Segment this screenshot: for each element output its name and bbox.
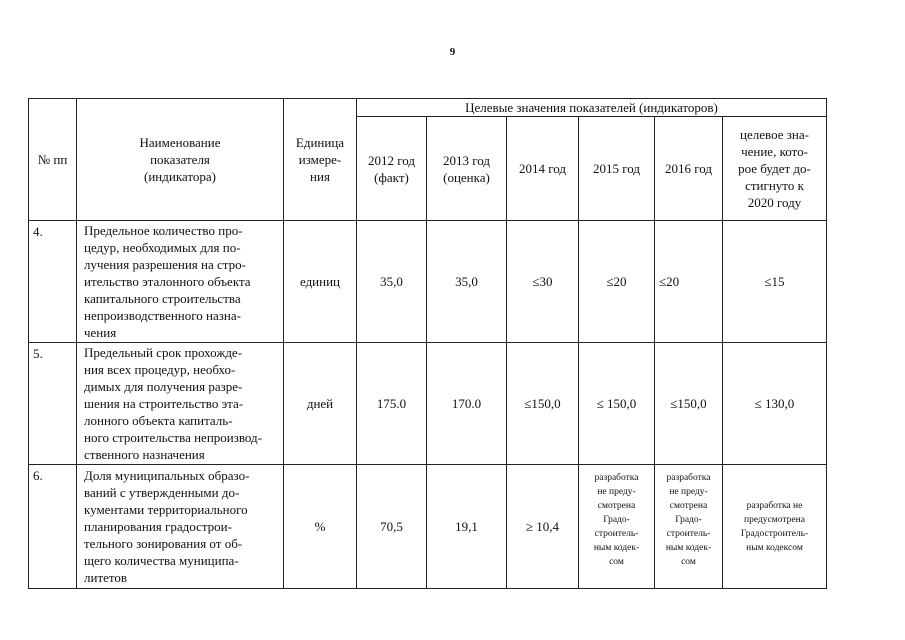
value-2015: ≤ 150,0 (579, 343, 655, 465)
row-name: Доля муниципальных образо- ваний с утвержденными до- кументами территориального планирования градострои- тельного зонирования от об- щего количества муниципа- литетов (77, 465, 284, 589)
value-2015: разработка не преду- смотрена Градо- строитель- ным кодек- сом (579, 465, 655, 589)
value-2013: 19,1 (427, 465, 507, 589)
value-2015: ≤20 (579, 221, 655, 343)
value-2016: ≤20 (655, 221, 723, 343)
value-2016: разработка не преду- смотрена Градо- строитель- ным кодек- сом (655, 465, 723, 589)
header-unit: Единица измере- ния (284, 99, 357, 221)
value-2014: ≥ 10,4 (507, 465, 579, 589)
value-2020: ≤ 130,0 (723, 343, 827, 465)
header-num: № пп (29, 99, 77, 221)
value-2013: 35,0 (427, 221, 507, 343)
table-row (29, 221, 827, 343)
header-year-2014: 2014 год (507, 117, 579, 221)
header-target-values: Целевые значения показателей (индикаторов) (357, 99, 827, 117)
header-year-2020: целевое зна- чение, кото- рое будет до- стигнуто к 2020 году (723, 117, 827, 221)
table-row (29, 465, 827, 589)
header-name: Наименование показателя (индикатора) (77, 99, 284, 221)
value-2012: 35,0 (357, 221, 427, 343)
header-year-2012: 2012 год (факт) (357, 117, 427, 221)
header-year-2015: 2015 год (579, 117, 655, 221)
value-2013: 170.0 (427, 343, 507, 465)
row-name: Предельное количество про- цедур, необходимых для по- лучения разрешения на стро- ительство эталонного объекта капитального строительства непроизводственного назна- чения (77, 221, 284, 343)
row-num: 6. (29, 465, 77, 589)
row-num: 5. (29, 343, 77, 465)
value-2020: ≤15 (723, 221, 827, 343)
header-year-2016: 2016 год (655, 117, 723, 221)
value-2020: разработка не предусмотрена Градостроитель- ным кодексом (723, 465, 827, 589)
value-2012: 70,5 (357, 465, 427, 589)
value-2014: ≤150,0 (507, 343, 579, 465)
value-2016: ≤150,0 (655, 343, 723, 465)
page-number: 9 (449, 46, 456, 58)
value-2014: ≤30 (507, 221, 579, 343)
value-2012: 175.0 (357, 343, 427, 465)
indicators-table (28, 98, 827, 589)
row-unit: % (284, 465, 357, 589)
row-unit: дней (284, 343, 357, 465)
row-num: 4. (29, 221, 77, 343)
table-row (29, 343, 827, 465)
row-name: Предельный срок прохожде- ния всех процедур, необхо- димых для получения разре- шения на строительство эта- лонного объекта капиталь- ного строительства непроизвод- ственного назначения (77, 343, 284, 465)
row-unit: единиц (284, 221, 357, 343)
header-year-2013: 2013 год (оценка) (427, 117, 507, 221)
